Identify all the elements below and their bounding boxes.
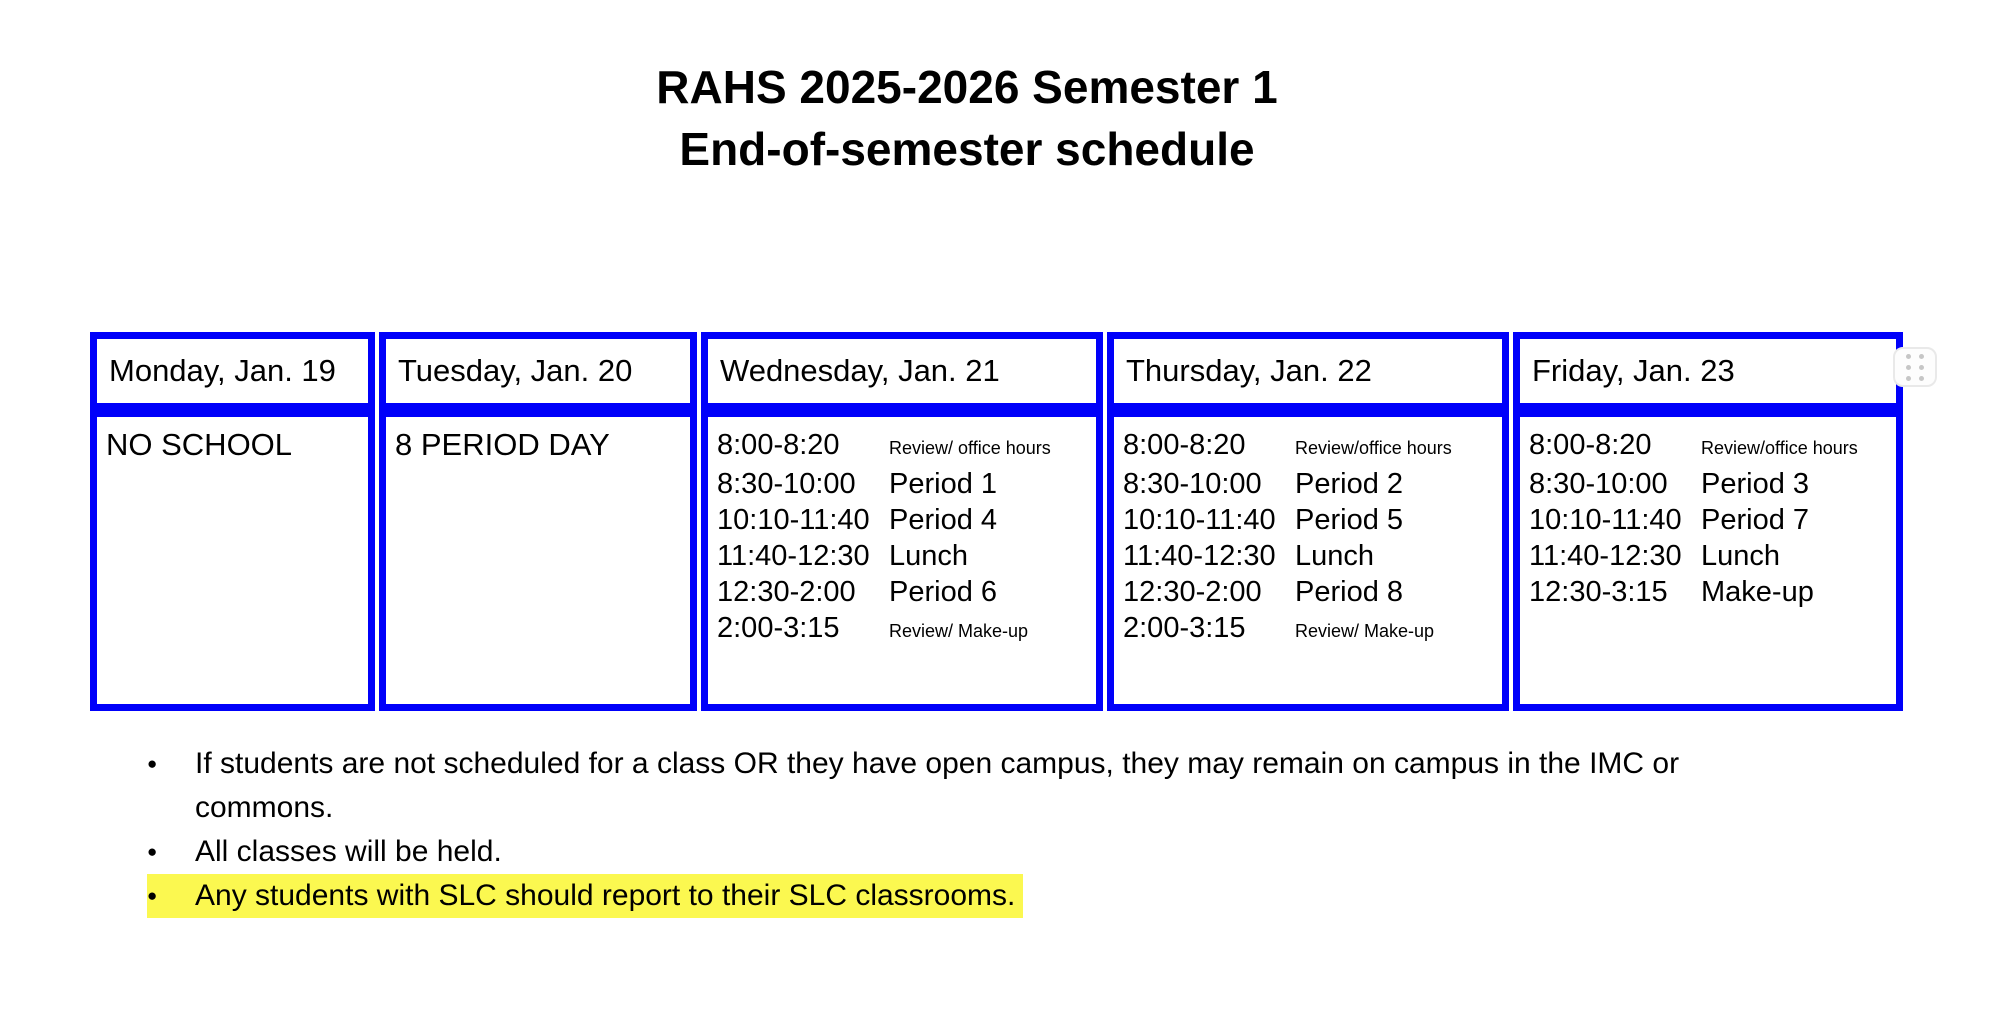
period-label: Period 6 bbox=[889, 576, 998, 608]
list-item bbox=[147, 830, 1992, 874]
period-label: Review/office hours bbox=[1295, 438, 1452, 458]
list-item-highlighted bbox=[147, 874, 1023, 918]
time-range: 8:30-10:00 bbox=[1123, 468, 1262, 500]
day-column-tuesday bbox=[379, 332, 697, 711]
schedule-line bbox=[1529, 502, 1896, 538]
time-range: 11:40-12:30 bbox=[717, 540, 870, 572]
period-label: Lunch bbox=[889, 540, 969, 572]
day-column-wednesday bbox=[701, 332, 1103, 711]
period-label: Period 4 bbox=[889, 504, 998, 536]
period-label: Period 8 bbox=[1295, 576, 1404, 608]
schedule-line bbox=[717, 574, 1096, 610]
period-label: Lunch bbox=[1701, 540, 1781, 572]
schedule-line bbox=[1123, 538, 1502, 574]
schedule-line bbox=[1123, 610, 1502, 649]
note-text: If students are not scheduled for a class OR they have open campus, they may remain on campus in the IMC or commons. bbox=[195, 747, 1680, 824]
schedule-line bbox=[1529, 574, 1896, 610]
schedule-line bbox=[717, 427, 1096, 466]
time-range: 8:00-8:20 bbox=[1529, 429, 1652, 461]
time-range: 8:00-8:20 bbox=[717, 429, 840, 461]
document-title bbox=[90, 56, 1844, 180]
bullet-icon: ● bbox=[147, 754, 158, 773]
schedule-line bbox=[1123, 574, 1502, 610]
schedule-table bbox=[90, 332, 1903, 711]
note-text: Any students with SLC should report to their SLC classrooms. bbox=[195, 879, 1016, 912]
time-range: 10:10-11:40 bbox=[1123, 504, 1276, 536]
day-column-monday bbox=[90, 332, 375, 711]
period-label: Period 1 bbox=[889, 468, 998, 500]
day-body bbox=[90, 410, 375, 711]
title-line-2: End-of-semester schedule bbox=[679, 123, 1255, 175]
schedule-line bbox=[1529, 427, 1896, 466]
schedule-line bbox=[717, 538, 1096, 574]
time-range: 2:00-3:15 bbox=[1123, 612, 1246, 644]
day-header: Thursday, Jan. 22 bbox=[1107, 332, 1509, 410]
schedule-line bbox=[1529, 466, 1896, 502]
title-line-1: RAHS 2025-2026 Semester 1 bbox=[656, 61, 1278, 113]
drag-handle-icon[interactable] bbox=[1893, 347, 1937, 387]
period-label: Period 3 bbox=[1701, 468, 1810, 500]
time-range: 11:40-12:30 bbox=[1529, 540, 1682, 572]
period-label: Period 5 bbox=[1295, 504, 1404, 536]
time-range: 8:00-8:20 bbox=[1123, 429, 1246, 461]
day-header: Monday, Jan. 19 bbox=[90, 332, 375, 410]
bullet-icon: ● bbox=[147, 842, 158, 861]
day-header: Friday, Jan. 23 bbox=[1513, 332, 1903, 410]
day-body bbox=[1513, 410, 1903, 711]
period-label: Review/ Make-up bbox=[889, 621, 1029, 641]
day-header: Tuesday, Jan. 20 bbox=[379, 332, 697, 410]
period-label: Lunch bbox=[1295, 540, 1375, 572]
bullet-icon: ● bbox=[147, 886, 158, 905]
day-note: NO SCHOOL bbox=[106, 427, 293, 462]
schedule-line bbox=[1123, 466, 1502, 502]
time-range: 10:10-11:40 bbox=[717, 504, 870, 536]
schedule-line bbox=[717, 502, 1096, 538]
time-range: 12:30-2:00 bbox=[1123, 576, 1262, 608]
time-range: 11:40-12:30 bbox=[1123, 540, 1276, 572]
drag-handle-dots bbox=[1906, 354, 1924, 381]
period-label: Review/ office hours bbox=[889, 438, 1051, 458]
period-label: Make-up bbox=[1701, 576, 1814, 608]
period-label: Review/office hours bbox=[1701, 438, 1858, 458]
schedule-line bbox=[1529, 538, 1896, 574]
schedule-line bbox=[1123, 502, 1502, 538]
list-item bbox=[147, 742, 1992, 830]
schedule-line bbox=[1123, 427, 1502, 466]
schedule-line bbox=[717, 610, 1096, 649]
period-label: Period 2 bbox=[1295, 468, 1404, 500]
day-column-friday bbox=[1513, 332, 1903, 711]
notes-list bbox=[147, 742, 1992, 918]
time-range: 2:00-3:15 bbox=[717, 612, 840, 644]
period-label: Period 7 bbox=[1701, 504, 1810, 536]
day-note: 8 PERIOD DAY bbox=[395, 427, 610, 462]
note-text: All classes will be held. bbox=[195, 835, 502, 868]
day-header: Wednesday, Jan. 21 bbox=[701, 332, 1103, 410]
time-range: 12:30-3:15 bbox=[1529, 576, 1668, 608]
day-body bbox=[1107, 410, 1509, 711]
schedule-line bbox=[717, 466, 1096, 502]
period-label: Review/ Make-up bbox=[1295, 621, 1435, 641]
day-column-thursday bbox=[1107, 332, 1509, 711]
time-range: 8:30-10:00 bbox=[1529, 468, 1668, 500]
day-body bbox=[701, 410, 1103, 711]
time-range: 8:30-10:00 bbox=[717, 468, 856, 500]
time-range: 10:10-11:40 bbox=[1529, 504, 1682, 536]
day-body bbox=[379, 410, 697, 711]
time-range: 12:30-2:00 bbox=[717, 576, 856, 608]
